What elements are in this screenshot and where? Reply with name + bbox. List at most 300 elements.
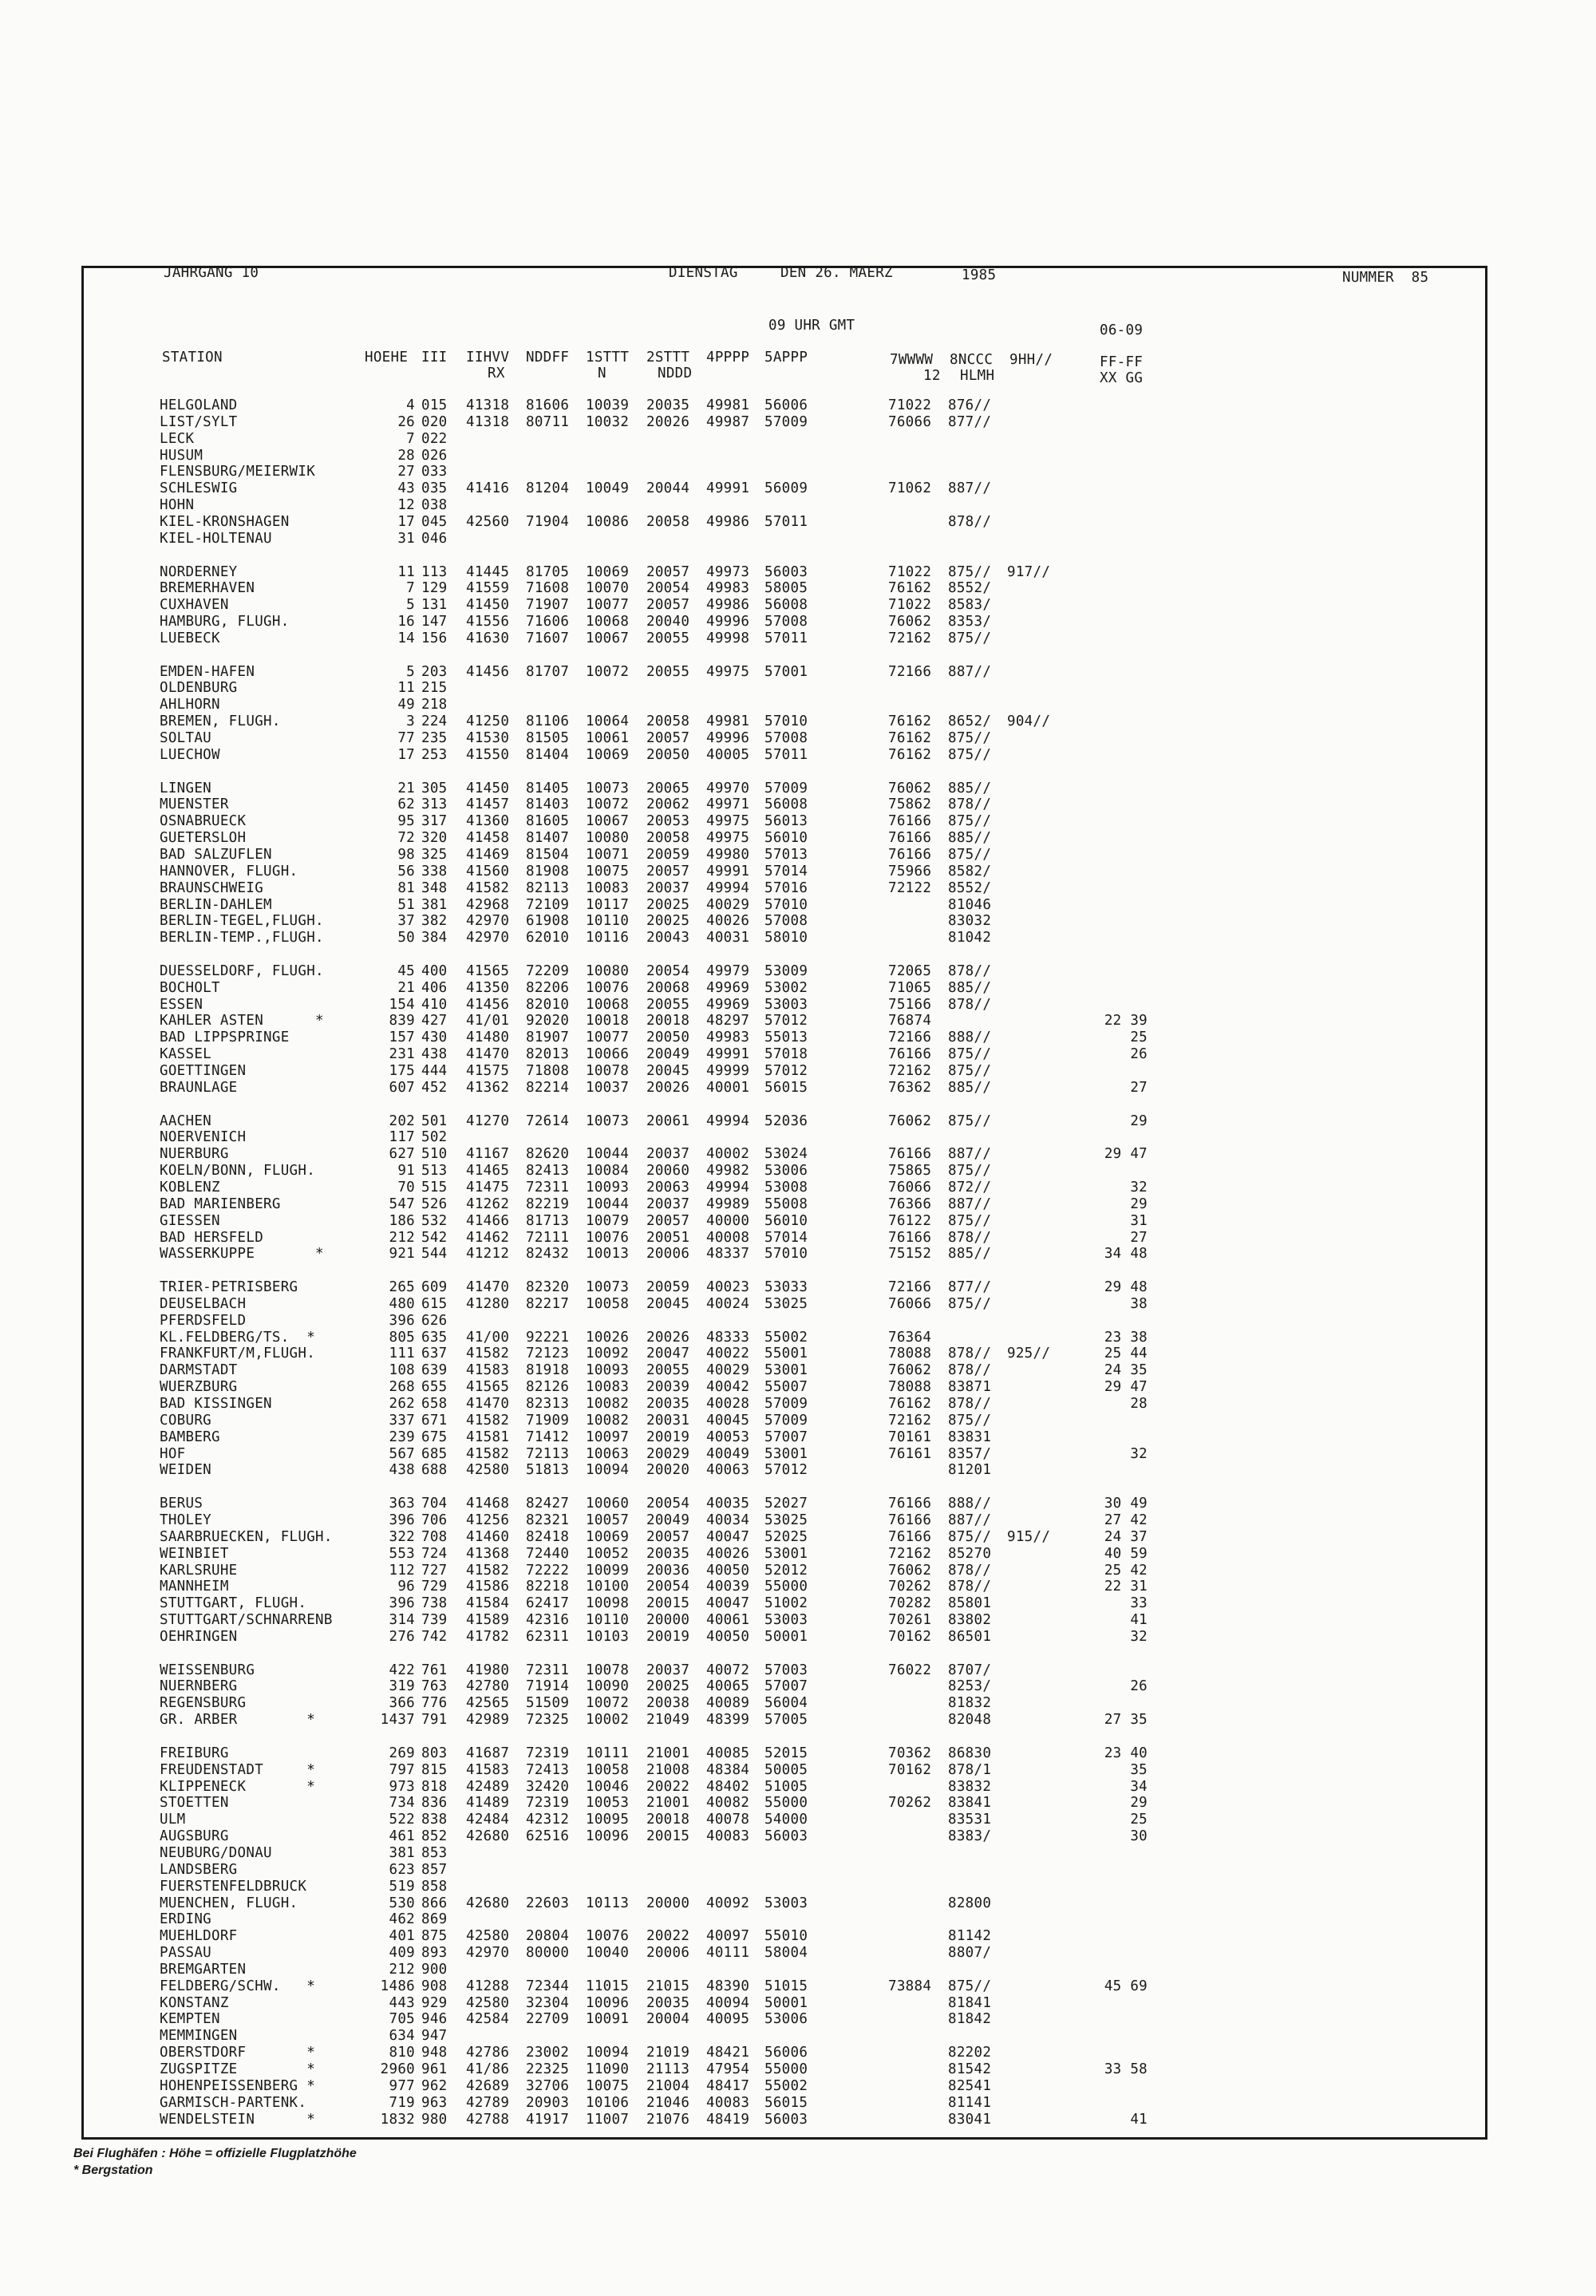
nddff-cell: 80000 [526,1945,570,1962]
appp-cell: 52015 [764,1745,808,1761]
iihvv-cell: 41559 [466,580,510,597]
col-station: STATION [162,350,223,366]
station-name: ULM [160,1812,186,1828]
iihvv-cell: 41560 [466,863,510,879]
s1-cell: 10076 [586,1928,630,1945]
station-name: PASSAU [160,1945,212,1962]
appp-cell: 56015 [764,2094,808,2111]
s2-cell: 20045 [646,1295,690,1312]
iihvv-cell: 41416 [466,480,510,497]
station-name: HAMBURG, FLUGH. [160,614,290,630]
s1-cell: 10066 [586,1046,630,1063]
appp-cell: 53003 [764,996,808,1013]
appp-cell: 50001 [764,1628,808,1645]
s1-cell: 10044 [586,1195,630,1212]
hoehe-cell: 462 [389,1911,415,1928]
iihvv-cell: 41582 [466,879,510,896]
station-name: SCHLESWIG [160,480,238,497]
s2-cell: 20018 [646,1812,690,1828]
station-name: GIESSEN [160,1212,220,1229]
station-name: BAD MARIENBERG [160,1195,281,1212]
appp-cell: 55000 [764,1795,808,1812]
wwww-cell: 75966 [888,863,932,879]
station-name: AUGSBURG [160,1828,229,1845]
wwww-cell: 76162 [888,1396,932,1412]
nddff-cell: 81705 [526,563,570,580]
iii-cell: 893 [421,1945,448,1962]
appp-cell: 53033 [764,1279,808,1296]
nddff-cell: 81606 [526,397,570,413]
issue-number: NUMMER 85 [1342,270,1429,286]
iii-cell: 532 [421,1212,448,1229]
hoehe-cell: 363 [389,1496,415,1512]
appp-cell: 57007 [764,1429,808,1445]
station-name: KLIPPENECK * [160,1778,316,1795]
hoehe-cell: 269 [389,1745,415,1761]
pppp-cell: 49996 [706,730,750,746]
hoehe-cell: 530 [389,1895,415,1911]
appp-cell: 57010 [764,1246,808,1263]
station-name: KIEL-KRONSHAGEN [160,513,290,530]
s2-cell: 20000 [646,1895,690,1911]
nddff-cell: 82620 [526,1146,570,1163]
iii-cell: 724 [421,1545,448,1562]
s2-cell: 20004 [646,2011,690,2028]
pppp-cell: 40029 [706,1362,750,1379]
s2-cell: 21049 [646,1712,690,1729]
wwww-cell: 70362 [888,1745,932,1761]
nccc-cell: 8807/ [948,1945,992,1962]
hoehe-cell: 547 [389,1195,415,1212]
s1-cell: 10072 [586,663,630,680]
iii-cell: 022 [421,430,448,447]
nccc-cell: 81842 [948,2011,992,2028]
wwww-cell: 76166 [888,1528,932,1545]
nccc-cell: 83832 [948,1778,992,1795]
s1-cell: 10052 [586,1545,630,1562]
col-4pppp: 4PPPP [706,350,750,366]
s1-cell: 10086 [586,513,630,530]
col-7wwww: 7WWWW [890,352,934,368]
station-name: COBURG [160,1412,212,1429]
nddff-cell: 82320 [526,1279,570,1296]
appp-cell: 57011 [764,513,808,530]
nddff-cell: 72344 [526,1978,570,1994]
nccc-cell: 8353/ [948,614,992,630]
nccc-cell: 8552/ [948,580,992,597]
iihvv-cell: 41212 [466,1246,510,1263]
s2-cell: 20000 [646,1612,690,1629]
s2-cell: 20035 [646,1994,690,2011]
nccc-cell: 875// [948,1295,992,1312]
pppp-cell: 40094 [706,1994,750,2011]
iihvv-cell: 41/00 [466,1329,510,1346]
s1-cell: 10075 [586,863,630,879]
wwww-cell: 72162 [888,630,932,646]
ff-cell: 34 48 [1104,1246,1148,1263]
station-name: MUEHLDORF [160,1928,238,1945]
station-name: MUENCHEN, FLUGH. [160,1895,298,1911]
wwww-cell: 75865 [888,1163,932,1180]
nddff-cell: 72109 [526,896,570,913]
nccc-cell: 85270 [948,1545,992,1562]
hoehe-cell: 3 [406,713,415,730]
wwww-cell: 70262 [888,1579,932,1595]
s1-cell: 10073 [586,780,630,796]
appp-cell: 53024 [764,1146,808,1163]
hoehe-cell: 1437 [380,1712,415,1729]
iii-cell: 704 [421,1496,448,1512]
station-name: ESSEN [160,996,203,1013]
wwww-cell: 72162 [888,1063,932,1079]
iii-cell: 218 [421,697,448,713]
s2-cell: 20059 [646,1279,690,1296]
hoehe-cell: 519 [389,1878,415,1895]
iii-cell: 046 [421,530,448,547]
station-name: BAD SALZUFLEN [160,846,272,863]
wwww-cell: 76062 [888,614,932,630]
wwww-cell: 75166 [888,996,932,1013]
pppp-cell: 48399 [706,1712,750,1729]
ff-cell: 32 [1130,1445,1148,1462]
nccc-cell: 878// [948,1362,992,1379]
iii-cell: 761 [421,1662,448,1678]
nccc-cell: 81142 [948,1928,992,1945]
s1-cell: 10046 [586,1778,630,1795]
hoehe-cell: 112 [389,1562,415,1579]
pppp-cell: 49986 [706,513,750,530]
ff-cell: 33 58 [1104,2061,1148,2077]
hoehe-cell: 627 [389,1146,415,1163]
appp-cell: 56009 [764,480,808,497]
s1-cell: 10049 [586,480,630,497]
s2-cell: 20025 [646,1678,690,1695]
appp-cell: 53008 [764,1179,808,1195]
ff-cell: 29 48 [1104,1279,1148,1296]
hoehe-cell: 553 [389,1545,415,1562]
iii-cell: 515 [421,1179,448,1195]
s1-cell: 10064 [586,713,630,730]
appp-cell: 55000 [764,1579,808,1595]
pppp-cell: 40024 [706,1295,750,1312]
ff-cell: 29 [1130,1195,1148,1212]
appp-cell: 56006 [764,397,808,413]
s1-cell: 10082 [586,1412,630,1429]
wwww-cell: 70161 [888,1429,932,1445]
ff-cell: 24 37 [1104,1528,1148,1545]
nccc-cell: 85801 [948,1595,992,1612]
station-name: DEUSELBACH [160,1295,247,1312]
iihvv-cell: 41456 [466,663,510,680]
iihvv-cell: 41288 [466,1978,510,1994]
hoehe-cell: 973 [389,1778,415,1795]
station-name: FRANKFURT/M,FLUGH. [160,1346,316,1362]
iii-cell: 815 [421,1761,448,1778]
iii-cell: 203 [421,663,448,680]
s1-cell: 11015 [586,1978,630,1994]
pppp-cell: 48390 [706,1978,750,1994]
hoehe-cell: 98 [397,846,415,863]
pppp-cell: 48384 [706,1761,750,1778]
nddff-cell: 81407 [526,830,570,847]
nddff-cell: 71914 [526,1678,570,1695]
nddff-cell: 72123 [526,1346,570,1362]
ff-cell: 27 [1130,1079,1148,1096]
station-name: BERUS [160,1496,203,1512]
nddff-cell: 22709 [526,2011,570,2028]
nccc-cell: 81042 [948,930,992,946]
appp-cell: 56013 [764,813,808,830]
station-name: KOELN/BONN, FLUGH. [160,1163,316,1180]
nddff-cell: 82217 [526,1295,570,1312]
iihvv-cell: 41782 [466,1628,510,1645]
hoehe-cell: 443 [389,1994,415,2011]
hoehe-cell: 81 [397,879,415,896]
iihvv-cell: 41489 [466,1795,510,1812]
hoehe-cell: 265 [389,1279,415,1296]
nddff-cell: 20903 [526,2094,570,2111]
hoehe-cell: 27 [397,464,415,480]
iihvv-cell: 41368 [466,1545,510,1562]
hoehe-cell: 96 [397,1579,415,1595]
s1-cell: 10070 [586,580,630,597]
nccc-cell: 83871 [948,1379,992,1396]
s1-cell: 10071 [586,846,630,863]
s1-cell: 10078 [586,1662,630,1678]
nccc-cell: 885// [948,1246,992,1263]
s2-cell: 21046 [646,2094,690,2111]
wwww-cell: 76166 [888,1229,932,1246]
s2-cell: 21113 [646,2061,690,2077]
nccc-cell: 8552/ [948,879,992,896]
ff-cell: 32 [1130,1628,1148,1645]
appp-cell: 53006 [764,1163,808,1180]
nccc-cell: 875// [948,1163,992,1180]
iii-cell: 866 [421,1895,448,1911]
col-ff-sub: XX GG [1100,370,1144,386]
pppp-cell: 40063 [706,1462,750,1479]
nccc-cell: 86501 [948,1628,992,1645]
wwww-cell: 76166 [888,1496,932,1512]
s2-cell: 20054 [646,1496,690,1512]
iihvv-cell: 41465 [466,1163,510,1180]
pppp-cell: 49998 [706,630,750,646]
s2-cell: 20040 [646,614,690,630]
hoehe-cell: 212 [389,1961,415,1978]
station-name: LANDSBERG [160,1861,238,1878]
pppp-cell: 49969 [706,996,750,1013]
ff-cell: 33 [1130,1595,1148,1612]
iihvv-cell: 41458 [466,830,510,847]
hoehe-cell: 17 [397,746,415,763]
pppp-cell: 47954 [706,2061,750,2077]
nddff-cell: 81204 [526,480,570,497]
iii-cell: 033 [421,464,448,480]
wwww-cell: 71062 [888,480,932,497]
wwww-cell: 72166 [888,1029,932,1046]
s2-cell: 20057 [646,1212,690,1229]
nddff-cell: 72311 [526,1662,570,1678]
iii-cell: 224 [421,713,448,730]
s1-cell: 10093 [586,1362,630,1379]
nddff-cell: 72222 [526,1562,570,1579]
appp-cell: 56008 [764,796,808,813]
appp-cell: 53001 [764,1362,808,1379]
nddff-cell: 81404 [526,746,570,763]
iii-cell: 908 [421,1978,448,1994]
pppp-cell: 49996 [706,614,750,630]
nccc-cell: 885// [948,1079,992,1096]
station-name: DARMSTADT [160,1362,238,1379]
s2-cell: 20059 [646,846,690,863]
iii-cell: 791 [421,1712,448,1729]
ff-cell: 29 47 [1104,1146,1148,1163]
iii-cell: 147 [421,614,448,630]
hoehe-cell: 37 [397,913,415,930]
hoehe-cell: 231 [389,1046,415,1063]
hh-cell: 915// [1007,1528,1051,1545]
appp-cell: 53001 [764,1445,808,1462]
nccc-cell: 8357/ [948,1445,992,1462]
s2-cell: 20020 [646,1462,690,1479]
nddff-cell: 61908 [526,913,570,930]
iihvv-cell: 41582 [466,1346,510,1362]
ff-cell: 29 [1130,1112,1148,1129]
wwww-cell: 76066 [888,1295,932,1312]
station-name: FREIBURG [160,1745,229,1761]
iihvv-cell: 41460 [466,1528,510,1545]
nddff-cell: 81605 [526,813,570,830]
wwww-cell: 76166 [888,846,932,863]
nddff-cell: 72413 [526,1761,570,1778]
nddff-cell: 22603 [526,1895,570,1911]
s2-cell: 20044 [646,480,690,497]
appp-cell: 57008 [764,913,808,930]
nddff-cell: 81707 [526,663,570,680]
nddff-cell: 32706 [526,2077,570,2094]
pppp-cell: 49987 [706,413,750,430]
wwww-cell: 72162 [888,1545,932,1562]
nccc-cell: 888// [948,1029,992,1046]
nddff-cell: 72614 [526,1112,570,1129]
wwww-cell: 76166 [888,813,932,830]
col-5appp: 5APPP [764,350,808,366]
iihvv-cell: 41980 [466,1662,510,1678]
appp-cell: 57012 [764,1013,808,1029]
nccc-cell: 875// [948,1412,992,1429]
nccc-cell: 8253/ [948,1678,992,1695]
hoehe-cell: 239 [389,1429,415,1445]
hoehe-cell: 212 [389,1229,415,1246]
iihvv-cell: 42989 [466,1712,510,1729]
station-name: LUECHOW [160,746,220,763]
ff-cell: 45 69 [1104,1978,1148,1994]
station-name: HANNOVER, FLUGH. [160,863,298,879]
station-name: DUESSELDORF, FLUGH. [160,962,324,979]
iii-cell: 020 [421,413,448,430]
appp-cell: 53006 [764,2011,808,2028]
hoehe-cell: 719 [389,2094,415,2111]
s2-cell: 20061 [646,1112,690,1129]
appp-cell: 57011 [764,630,808,646]
s1-cell: 11090 [586,2061,630,2077]
iii-cell: 338 [421,863,448,879]
nccc-cell: 875// [948,730,992,746]
nccc-cell: 8652/ [948,713,992,730]
pppp-cell: 40035 [706,1496,750,1512]
pppp-cell: 40028 [706,1396,750,1412]
wwww-cell: 76874 [888,1013,932,1029]
iihvv-cell: 42970 [466,930,510,946]
iihvv-cell: 41/86 [466,2061,510,2077]
station-name: OEHRINGEN [160,1628,238,1645]
station-name: MEMMINGEN [160,2028,238,2045]
s2-cell: 20050 [646,1029,690,1046]
s2-cell: 20054 [646,1579,690,1595]
hoehe-cell: 401 [389,1928,415,1945]
s1-cell: 10092 [586,1346,630,1362]
iii-cell: 803 [421,1745,448,1761]
pppp-cell: 49980 [706,846,750,863]
iihvv-cell: 41687 [466,1745,510,1761]
s1-cell: 10082 [586,1396,630,1412]
iii-cell: 685 [421,1445,448,1462]
s2-cell: 20057 [646,863,690,879]
pppp-cell: 48419 [706,2111,750,2128]
s1-cell: 10067 [586,630,630,646]
station-name: BAD KISSINGEN [160,1396,272,1412]
appp-cell: 57008 [764,730,808,746]
s1-cell: 10072 [586,796,630,813]
s2-cell: 20037 [646,1146,690,1163]
nddff-cell: 82010 [526,996,570,1013]
iihvv-cell: 42484 [466,1812,510,1828]
iii-cell: 869 [421,1911,448,1928]
wwww-cell: 76166 [888,1046,932,1063]
appp-cell: 57009 [764,780,808,796]
nddff-cell: 72209 [526,962,570,979]
appp-cell: 56015 [764,1079,808,1096]
hoehe-cell: 16 [397,614,415,630]
wwww-cell: 70162 [888,1761,932,1778]
wwww-cell: 76022 [888,1662,932,1678]
nccc-cell: 83531 [948,1812,992,1828]
pppp-cell: 49969 [706,979,750,996]
iii-cell: 776 [421,1695,448,1712]
iii-cell: 838 [421,1812,448,1828]
wwww-cell: 76066 [888,1179,932,1195]
appp-cell: 53001 [764,1545,808,1562]
s1-cell: 10061 [586,730,630,746]
nddff-cell: 82126 [526,1379,570,1396]
pppp-cell: 40083 [706,1828,750,1845]
nddff-cell: 32420 [526,1778,570,1795]
pppp-cell: 40000 [706,1212,750,1229]
pppp-cell: 49971 [706,796,750,813]
nccc-cell: 887// [948,1146,992,1163]
station-name: FUERSTENFELDBRUCK [160,1878,307,1895]
ff-cell: 27 35 [1104,1712,1148,1729]
s2-cell: 20022 [646,1778,690,1795]
nccc-cell: 81841 [948,1994,992,2011]
s1-cell: 10083 [586,1379,630,1396]
nddff-cell: 82413 [526,1163,570,1180]
hoehe-cell: 268 [389,1379,415,1396]
ff-cell: 41 [1130,1612,1148,1629]
pppp-cell: 49994 [706,1112,750,1129]
s1-cell: 10069 [586,563,630,580]
iihvv-cell: 42680 [466,1828,510,1845]
